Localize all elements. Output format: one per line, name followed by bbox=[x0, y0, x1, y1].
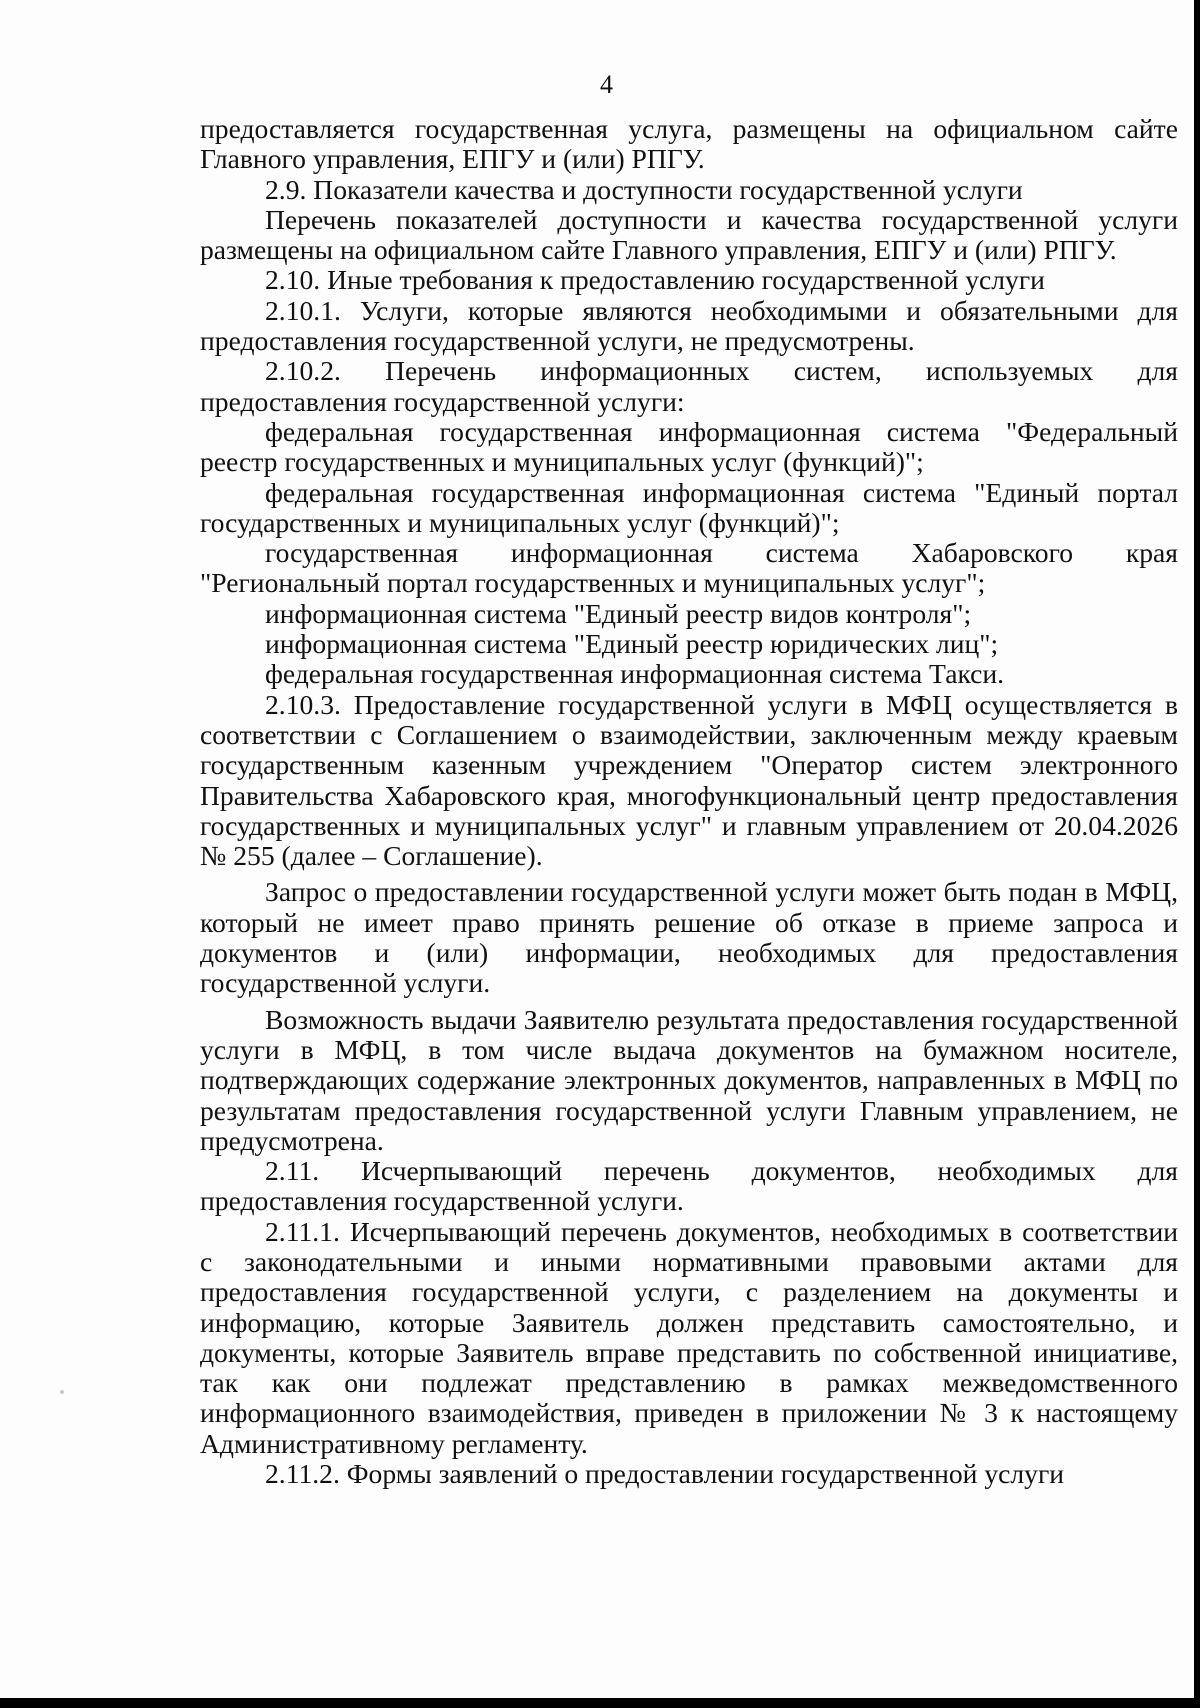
paragraph: предоставляется государственная услуга, размещены на официальном сайте Главного управления, ЕПГУ и (или) РПГУ. bbox=[200, 113, 1178, 175]
document-body bbox=[200, 114, 1178, 1489]
list-item: информационная система "Единый реестр юридических лиц"; bbox=[265, 628, 999, 660]
scan-border-right bbox=[1194, 0, 1200, 1708]
paragraph: 2.10.1. Услуги, которые являются необходимыми и обязательными для предоставления государственной услуги, не предусмотрены. bbox=[200, 294, 1178, 357]
list-item: федеральная государственная информационная система "Единый портал государственных и муниципальных услуг (функций)"; bbox=[200, 476, 1178, 538]
section-heading: 2.9. Показатели качества и доступности государственной услуги bbox=[265, 173, 1023, 205]
paragraph: 2.10.2. Перечень информационных систем, используемых для предоставления государственной услуги: bbox=[200, 355, 1178, 417]
paragraph: Возможность выдачи Заявителю результата предоставления государственной услуги в МФЦ, в том числе выдача документов на бумажном носителе, подтверждающих содержание электронных документов, направленных в МФЦ по результатам предоставления государственной услуги Главным управлением, не предусмотрена. bbox=[200, 1003, 1178, 1156]
paragraph: Запрос о предоставлении государственной услуги может быть подан в МФЦ, который не имеет право принять решение об отказе в приеме запроса и документов и (или) информации, необходимых для предоставления государственной услуги. bbox=[200, 876, 1178, 999]
list-item: государственная информационная система Хабаровского края "Региональный портал государственных и муниципальных услуг"; bbox=[200, 537, 1178, 599]
paragraph: 2.11. Исчерпывающий перечень документов, необходимых для предоставления государственной услуги. bbox=[200, 1155, 1178, 1217]
paragraph: Перечень показателей доступности и качества государственной услуги размещены на официальном сайте Главного управления, ЕПГУ и (или) РПГУ. bbox=[200, 203, 1178, 266]
paragraph: 2.10.3. Предоставление государственной услуги в МФЦ осуществляется в соответствии с Соглашением о взаимодействии, заключенным между краевым государственным казенным учреждением "Оператор систем электронного Правительства Хабаровского края, многофункциональный центр предоставления государственных и муниципальных услуг" и главным управлением от 20.04.2026 № 255 (далее – Соглашение). bbox=[200, 688, 1178, 872]
paragraph: 2.11.1. Исчерпывающий перечень документов, необходимых в соответствии с законодательными и иными нормативными правовыми актами для предоставления государственной услуги, с разделением на документы и информацию, которые Заявитель должен представить самостоятельно, и документы, которые Заявитель вправе представить по собственной инициативе, так как они подлежат представлению в рамках межведомственного информационного взаимодействия, приведен в приложении № 3 к настоящему Административному регламенту. bbox=[200, 1215, 1178, 1459]
section-heading: 2.10. Иные требования к предоставлению государственной услуги bbox=[265, 264, 1045, 296]
list-item: федеральная государственная информационная система Такси. bbox=[265, 658, 1005, 690]
list-item: федеральная государственная информационная система "Федеральный реестр государственных и муниципальных услуг (функций)"; bbox=[200, 415, 1178, 478]
scan-speck bbox=[60, 1390, 64, 1394]
page-number: 4 bbox=[600, 70, 613, 99]
list-item: информационная система "Единый реестр видов контроля"; bbox=[265, 597, 972, 629]
scan-border-bottom bbox=[0, 1698, 1200, 1708]
paragraph: 2.11.2. Формы заявлений о предоставлении государственной услуги bbox=[265, 1458, 1065, 1490]
